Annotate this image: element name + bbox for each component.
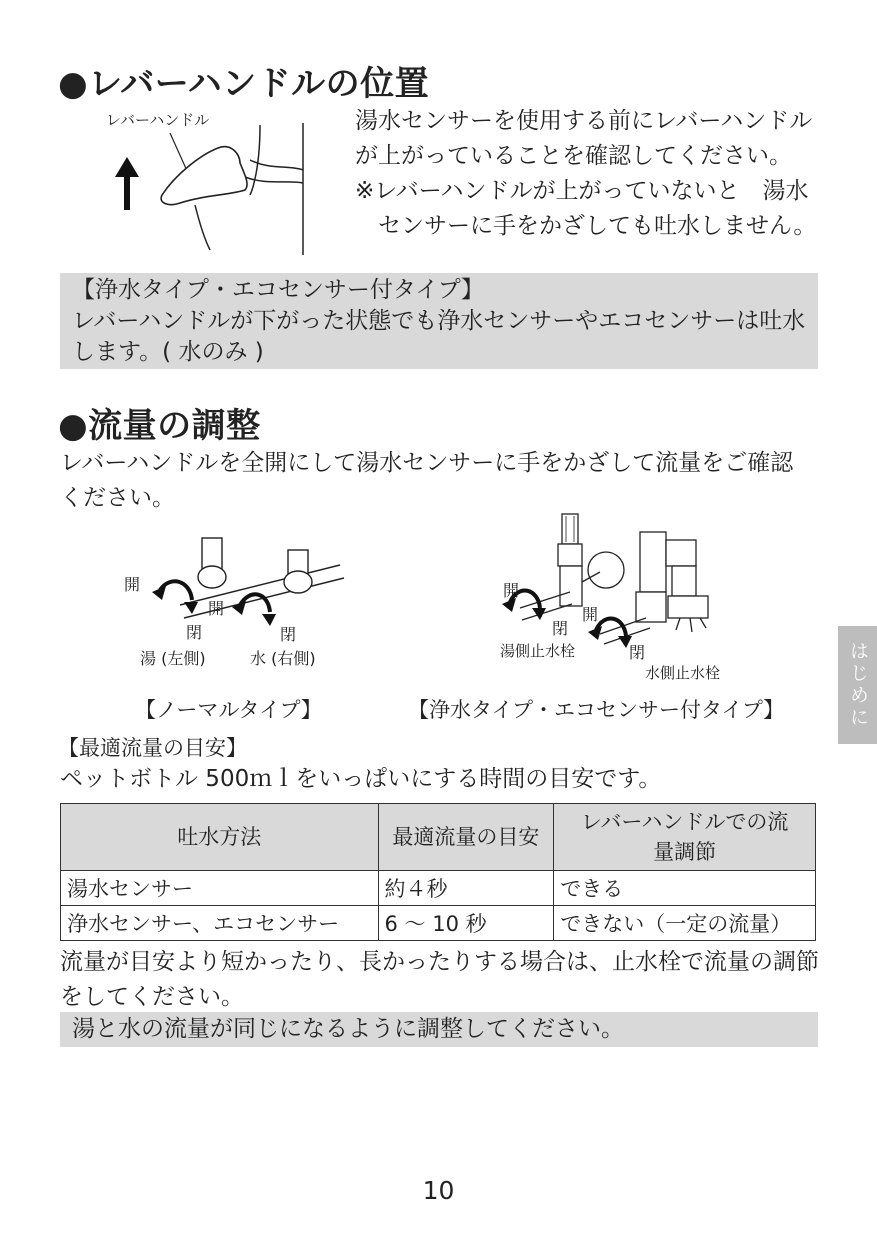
advice-line: 流量が目安より短かったり、長かったりする場合は、止水栓で流量の調節	[60, 949, 819, 975]
cold-stop-valve-label: 水側止水栓	[645, 664, 721, 682]
left-cold-close-label: 閉	[280, 625, 297, 644]
normal-type-valve-illustration	[140, 530, 350, 640]
equal-flow-note: 湯と水の流量が同じになるように調整してください。	[60, 1012, 818, 1047]
advice-line: をしてください。	[60, 984, 244, 1010]
page-number: 10	[422, 1176, 455, 1205]
table-header-cell: 最適流量の目安	[378, 804, 554, 871]
purifier-type-valve-illustration	[500, 512, 730, 652]
flow-adjust-advice	[60, 945, 819, 1015]
normal-type-caption: 【ノーマルタイプ】	[135, 698, 322, 722]
header-line: 量調節	[653, 840, 717, 864]
note-line: します。( 水のみ )	[72, 339, 264, 365]
guide-title: 【最適流量の目安】	[58, 736, 247, 760]
cold-side-label: 水 (右側)	[250, 649, 316, 668]
section-title-lever-position	[58, 56, 429, 105]
purifier-type-caption: 【浄水タイプ・エコセンサー付タイプ】	[408, 698, 785, 722]
hot-stop-valve-label: 湯側止水栓	[500, 642, 576, 660]
intro-line: レバーハンドルを全開にして湯水センサーに手をかざして流量をご確認	[60, 450, 794, 476]
flow-intro	[60, 446, 793, 516]
table-header-cell	[554, 804, 816, 871]
table-cell: できる	[554, 871, 816, 906]
left-hot-open-label: 開	[124, 575, 141, 594]
table-cell: 湯水センサー	[61, 871, 379, 906]
left-cold-open-label: 開	[208, 599, 225, 618]
guide-text: ペットボトル 500ｍｌをいっぱいにする時間の目安です。	[60, 766, 662, 792]
lever-figure-label: レバーハンドル	[106, 111, 210, 129]
intro-line: ください。	[60, 485, 175, 511]
table-cell: 浄水センサー、エコセンサー	[61, 906, 379, 941]
section-title-flow-adjust	[58, 398, 261, 447]
instruction-line: 湯水センサーを使用する前にレバーハンドル	[355, 108, 813, 134]
right-hot-close-label: 閉	[552, 619, 569, 638]
flow-rate-table	[60, 803, 816, 941]
table-header-row	[61, 804, 816, 871]
lever-handle-illustration	[100, 115, 320, 260]
side-tab-introduction: はじめに	[838, 626, 877, 744]
table-header-cell: 吐水方法	[61, 804, 379, 871]
purifier-note-box	[60, 273, 818, 369]
hot-side-label: 湯 (左側)	[140, 649, 206, 668]
warning-line: ※レバーハンドルが上がっていないと 湯水	[355, 178, 809, 204]
table-row	[61, 871, 816, 906]
note-heading: 【浄水タイプ・エコセンサー付タイプ】	[72, 277, 484, 303]
section-title-text: レバーハンドルの位置	[88, 64, 430, 104]
warning-line: センサーに手をかざしても吐水しません。	[355, 213, 817, 239]
instruction-line: が上がっていることを確認してください。	[355, 143, 792, 169]
right-cold-close-label: 閉	[629, 643, 646, 662]
table-cell: できない（一定の流量）	[554, 906, 816, 941]
right-cold-open-label: 開	[582, 605, 599, 624]
left-hot-close-label: 閉	[186, 623, 203, 642]
header-line: レバーハンドルでの流	[580, 810, 789, 834]
table-cell: 約４秒	[378, 871, 554, 906]
section-title-text: 流量の調整	[88, 406, 261, 446]
bullet-icon: ●	[58, 64, 89, 104]
bullet-icon: ●	[58, 406, 89, 446]
lever-instructions	[355, 104, 816, 244]
note-line: レバーハンドルが下がった状態でも浄水センサーやエコセンサーは吐水	[72, 308, 806, 334]
right-hot-open-label: 開	[503, 581, 520, 600]
table-cell: 6 ～ 10 秒	[378, 906, 554, 941]
table-row	[61, 906, 816, 941]
